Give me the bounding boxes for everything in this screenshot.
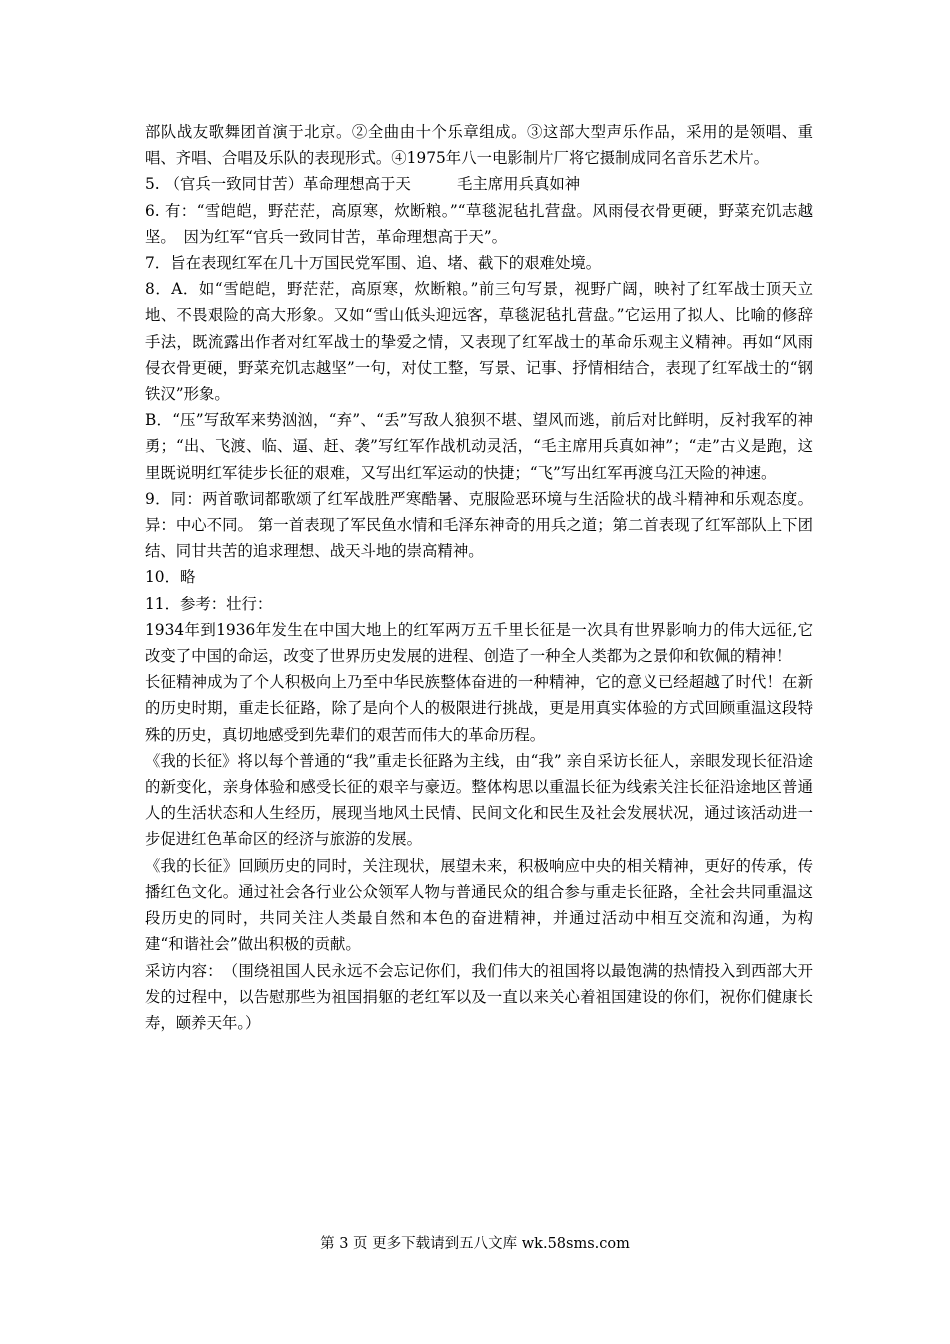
answer-11-para-2: 长征精神成为了个人积极向上乃至中华民族整体奋进的一种精神，它的意义已经超越了时代！在新的历史时期，重走长征路，除了是向个人的极限进行挑战，更是用真实体验的方式回顾重温这段特殊的历史，真切地感受到先辈们的艰苦而伟大的革命历程。 bbox=[145, 673, 813, 744]
answer-11-para-1: 1934年到1936年发生在中国大地上的红军两万五千里长征是一次具有世界影响力的伟大远征,它改变了中国的命运，改变了世界历史发展的进程、创造了一种全人类都为之景仰和钦佩的精神！ bbox=[145, 620, 813, 666]
page-footer: 第 3 页 更多下载请到五八文库 wk.58sms.com bbox=[320, 1236, 630, 1252]
answer-9: 9．同：两首歌词都歌颂了红军战胜严寒酷暑、克服险恶环境与生活险状的战斗精神和乐观态度。异：中心不同。 第一首表现了军民鱼水情和毛泽东神奇的用兵之道；第二首表现了红军部队上下团结、同甘共苦的追求理想、战天斗地的崇高精神。 bbox=[145, 489, 813, 561]
document-body bbox=[145, 119, 813, 1036]
answer-5: 5. （官兵一致同甘苦）革命理想高于天 毛主席用兵真如神 bbox=[145, 175, 581, 194]
answer-11-para-4: 《我的长征》回顾历史的同时，关注现状，展望未来，积极响应中央的相关精神，更好的传承，传播红色文化。通过社会各行业公众领军人物与普通民众的组合参与重走长征路，全社会共同重温这段历史的同时，共同关注人类最自然和本色的奋进精神，并通过活动中相互交流和沟通，为构建“和谐社会”做出积极的贡献。 bbox=[145, 856, 813, 954]
answer-11-heading: 11．参考：壮行： bbox=[145, 594, 273, 613]
answer-8a: 8．A．如“雪皑皑，野茫茫，高原寒，炊断粮。”前三句写景，视野广阔，映衬了红军战士顶天立地、不畏艰险的高大形象。又如“雪山低头迎远客，草毯泥毡扎营盘。”它运用了拟人、比喻的修辞手法，既流露出作者对红军战士的挚爱之情，又表现了红军战士的革命乐观主义精神。再如“风雨侵衣骨更硬，野菜充饥志越坚”一句，对仗工整，写景、记事、抒情相结合，表现了红军战士的“钢铁汉”形象。 bbox=[145, 280, 813, 404]
interview-content: 采访内容： （围绕祖国人民永远不会忘记你们，我们伟大的祖国将以最饱满的热情投入到西部大开发的过程中，以告慰那些为祖国捐躯的老红军以及一直以来关心着祖国建设的你们，祝你们健康长寿，颐养天年。） bbox=[145, 961, 813, 1032]
answer-10: 10．略 bbox=[145, 568, 196, 587]
answer-6: 6. 有：“雪皑皑，野茫茫，高原寒，炊断粮。”“草毯泥毡扎营盘。风雨侵衣骨更硬，野菜充饥志越坚。 因为红军“官兵一致同甘苦，革命理想高于天”。 bbox=[145, 201, 813, 246]
paragraph-continuation: 部队战友歌舞团首演于北京。②全曲由十个乐章组成。③这部大型声乐作品，采用的是领唱、重唱、齐唱、合唱及乐队的表现形式。④1975年八一电影制片厂将它摄制成同名音乐艺术片。 bbox=[145, 123, 813, 168]
answer-7: 7．旨在表现红军在几十万国民党军围、追、堵、截下的艰难处境。 bbox=[145, 254, 602, 273]
answer-8b: B．“压”写敌军来势汹汹，“弃”、“丢”写敌人狼狈不堪、望风而逃，前后对比鲜明，反衬我军的神勇；“出、飞渡、临、逼、赶、袭”写红军作战机动灵活，“毛主席用兵真如神”；“走”古义是跑，这里既说明红军徒步长征的艰难，又写出红军运动的快捷；“飞”写出红军再渡乌江天险的神速。 bbox=[145, 411, 813, 482]
answer-11-para-3: 《我的长征》将以每个普通的“我”重走长征路为主线，由“我” 亲自采访长征人，亲眼发现长征沿途的新变化，亲身体验和感受长征的艰辛与豪迈。整体构思以重温长征为线索关注长征沿途地区普通人的生活状态和人生经历，展现当地风土民情、民间文化和民生及社会发展状况，通过该活动进一步促进红色革命区的经济与旅游的发展。 bbox=[145, 751, 813, 849]
